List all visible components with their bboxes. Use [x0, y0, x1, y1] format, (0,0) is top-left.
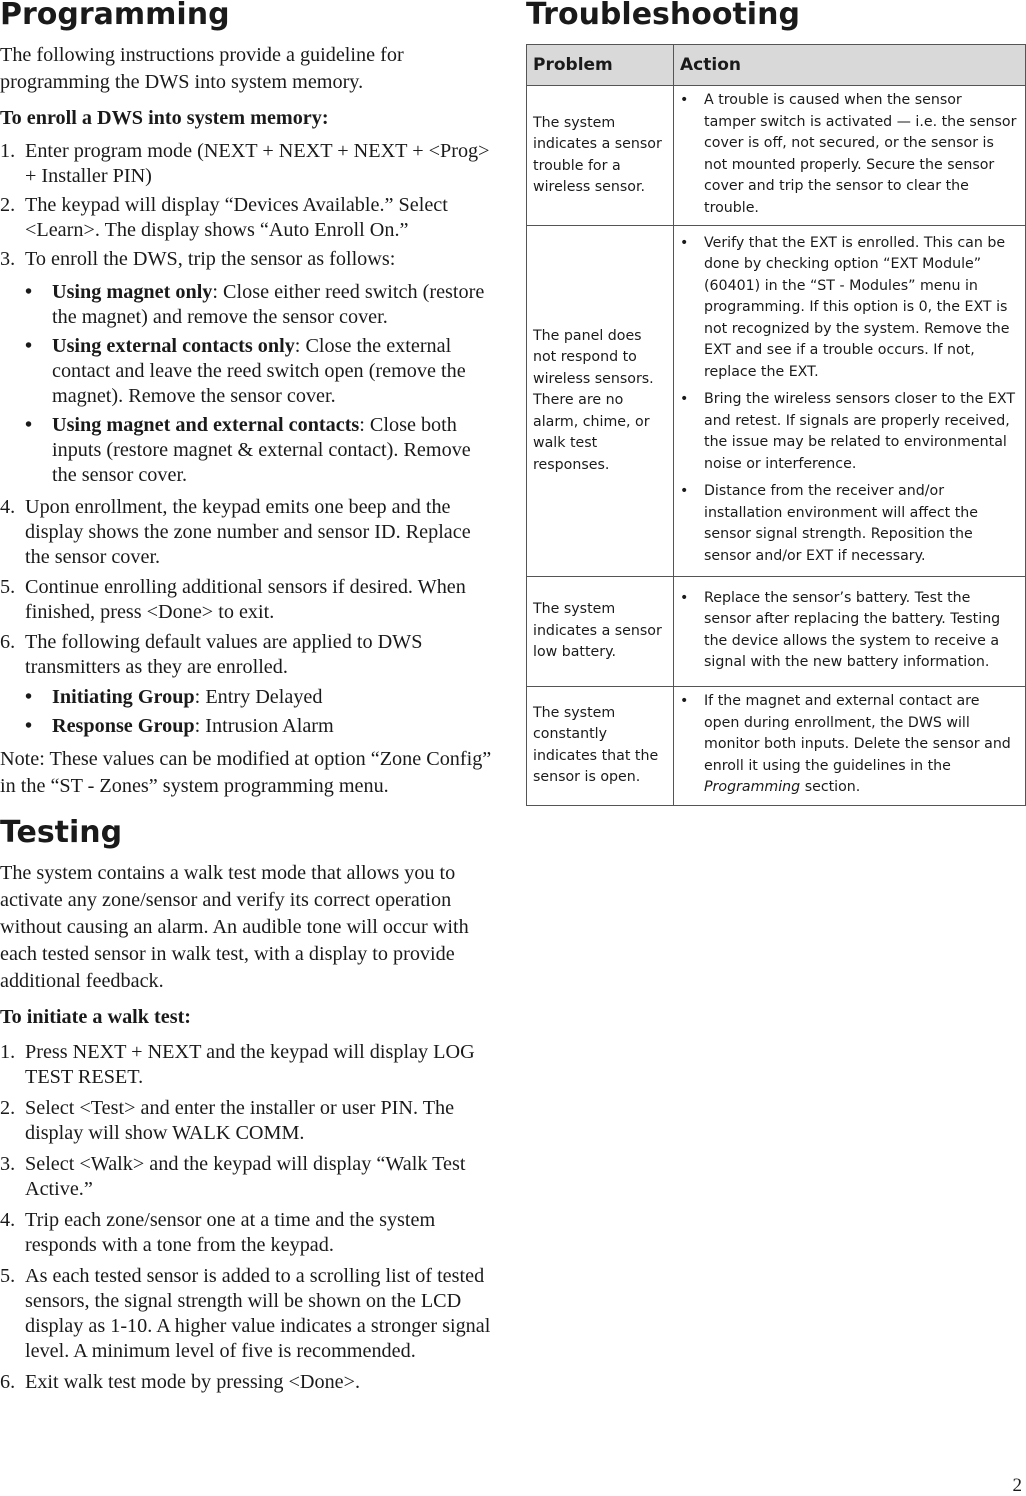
- problem-column-header: Problem: [527, 45, 674, 86]
- list-item: 6. The following default values are applied to DWS transmitters as they are enrolled.: [0, 631, 423, 678]
- list-item: 2. Select <Test> and enter the installer or user PIN. The display will show WALK COMM.: [0, 1097, 455, 1144]
- problem-cell: The system constantly indicates that the sensor is open.: [527, 687, 674, 806]
- action-bullet: • Replace the sensor’s battery. Test the sensor after replacing the battery. Testing the device allows the system to receive a signal with the new battery information.: [680, 589, 1001, 670]
- programming-reference: Programming: [704, 779, 801, 795]
- walk-lead: To initiate a walk test:: [0, 1006, 192, 1028]
- walk-steps: [0, 1040, 500, 1395]
- action-cell: [674, 687, 1026, 806]
- action-cell: [674, 86, 1026, 226]
- left-column: [0, 0, 500, 1395]
- list-item: • Using magnet and external contacts: Close both inputs (restore magnet & external contact). Remove the sensor cover.: [25, 414, 471, 486]
- action-bullet: • If the magnet and external contact are open during enrollment, the DWS will monitor both inputs. Delete the sensor and enroll it using the guidelines in the Programming section.: [680, 693, 1011, 795]
- action-cell: [674, 226, 1026, 577]
- action-column-header: Action: [674, 45, 1026, 86]
- list-item: • Using external contacts only: Close the external contact and leave the reed switch open (remove the magnet). Remove the sensor cover.: [25, 335, 466, 407]
- list-item: 1. Press NEXT + NEXT and the keypad will display LOG TEST RESET.: [0, 1041, 475, 1088]
- testing-heading: Testing: [0, 815, 123, 850]
- problem-cell: The panel does not respond to wireless sensors. There are no alarm, chime, or walk test responses.: [527, 226, 674, 577]
- problem-cell: The system indicates a sensor low battery.: [527, 577, 674, 687]
- troubleshooting-table: [526, 44, 1026, 806]
- problem-cell: The system indicates a sensor trouble for a wireless sensor.: [527, 86, 674, 226]
- list-item: 1. Enter program mode (NEXT + NEXT + NEXT + <Prog> + Installer PIN): [0, 140, 490, 187]
- list-item: 4. Upon enrollment, the keypad emits one beep and the display shows the zone number and sensor ID. Replace the sensor cover.: [0, 496, 471, 568]
- testing-intro: The system contains a walk test mode that allows you to activate any zone/sensor and verify its correct operation without causing an alarm. An audible tone will occur with each tested sensor in walk test, with a display to provide additional feedback.: [0, 862, 469, 992]
- list-item: 2. The keypad will display “Devices Available.” Select <Learn>. The display shows “Auto Enroll On.”: [0, 194, 448, 241]
- enroll-lead: To enroll a DWS into system memory:: [0, 107, 329, 129]
- action-cell: [674, 577, 1026, 687]
- programming-intro: The following instructions provide a guideline for programming the DWS into system memory.: [0, 44, 404, 93]
- list-item: 5. As each tested sensor is added to a scrolling list of tested sensors, the signal strength will be shown on the LCD display as 1-10. A higher value indicates a stronger signal level. A minimum level of five is recommended.: [0, 1265, 491, 1362]
- list-item: • Initiating Group: Entry Delayed: [25, 686, 323, 708]
- list-item: 4. Trip each zone/sensor one at a time and the system responds with a tone from the keypad.: [0, 1209, 436, 1256]
- table-row: [527, 687, 1026, 806]
- action-bullet: • Verify that the EXT is enrolled. This can be done by checking option “EXT Module” (60401) in the “ST - Modules” menu in programming. If this option is 0, the EXT is not recognized by the system. Remove the EXT and see if a trouble occurs. If not, replace the EXT.: [680, 234, 1010, 380]
- enroll-steps: [0, 139, 500, 739]
- action-bullet: • A trouble is caused when the sensor tamper switch is activated — i.e. the sensor cover is off, not secured, or the sensor is not mounted properly. Secure the sensor cover and trip the sensor to clear the trouble.: [680, 92, 1017, 216]
- programming-heading: Programming: [0, 0, 230, 32]
- troubleshooting-heading: Troubleshooting: [526, 0, 800, 32]
- table-header-row: [527, 45, 1026, 86]
- list-item: 3. To enroll the DWS, trip the sensor as follows:: [0, 248, 396, 270]
- table-row: [527, 226, 1026, 577]
- list-item: • Response Group: Intrusion Alarm: [25, 715, 334, 737]
- page-number: 2: [1012, 1475, 1022, 1496]
- action-bullet: • Bring the wireless sensors closer to the EXT and retest. If signals are properly received, the issue may be related to environmental noise or interference.: [680, 391, 1016, 472]
- table-row: [527, 577, 1026, 687]
- programming-note: Note: These values can be modified at option “Zone Config” in the “ST - Zones” system programming menu.: [0, 748, 492, 797]
- list-item: • Using magnet only: Close either reed switch (restore the magnet) and remove the sensor cover.: [25, 281, 485, 328]
- action-bullet: • Distance from the receiver and/or installation environment will affect the sensor signal strength. Reposition the sensor and/or EXT if necessary.: [680, 483, 979, 564]
- list-item: 3. Select <Walk> and the keypad will display “Walk Test Active.”: [0, 1153, 466, 1200]
- right-column: [526, 0, 1026, 30]
- list-item: 6. Exit walk test mode by pressing <Done>.: [0, 1371, 361, 1393]
- table-row: [527, 86, 1026, 226]
- list-item: 5. Continue enrolling additional sensors if desired. When finished, press <Done> to exit.: [0, 576, 466, 623]
